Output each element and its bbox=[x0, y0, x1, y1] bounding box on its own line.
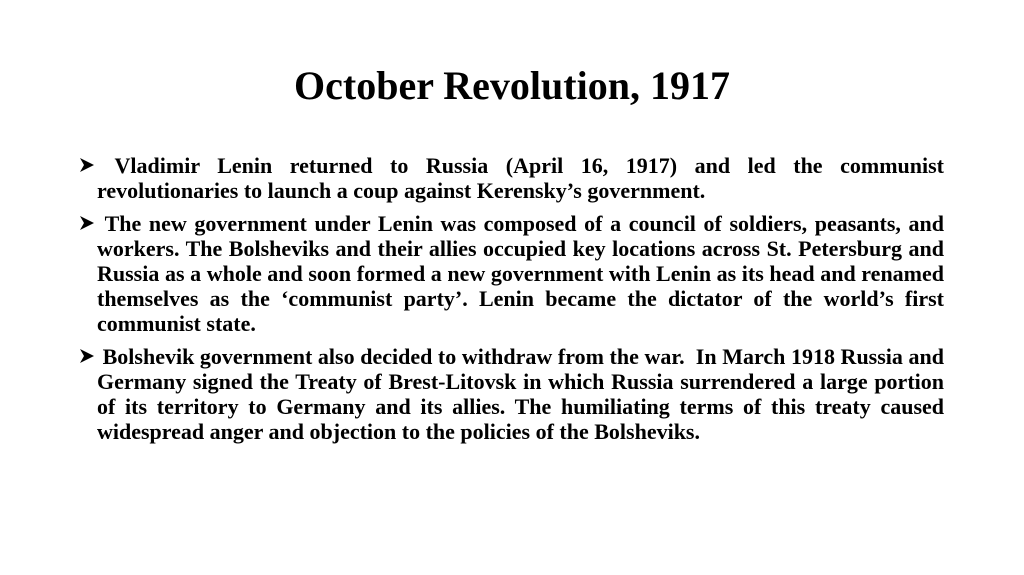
bullet-list bbox=[78, 153, 944, 452]
bullet-item bbox=[78, 153, 944, 203]
bullet-text: Bolshevik government also decided to withdraw from the war. In March 1918 Russia and Germany signed the Treaty of Brest-Litovsk in which Russia surrendered a large portion of its territory to Germany and its allies. The humiliating terms of this treaty caused widespread anger and objection to the policies of the Bolsheviks. bbox=[97, 344, 944, 444]
bullet-item bbox=[78, 211, 944, 336]
slide-title: October Revolution, 1917 bbox=[294, 63, 730, 108]
arrowhead-bullet-icon bbox=[78, 153, 97, 178]
bullet-text: The new government under Lenin was composed of a council of soldiers, peasants, and workers. The Bolsheviks and their allies occupied key locations across St. Petersburg and Russia as a whole and soon formed a new government with Lenin as its head and renamed themselves as the ‘communist party’. Lenin became the dictator of the world’s first communist state. bbox=[97, 211, 944, 336]
bullet-item bbox=[78, 344, 944, 444]
arrowhead-bullet-icon bbox=[78, 344, 97, 369]
bullet-text: Vladimir Lenin returned to Russia (April 16, 1917) and led the communist revolutionaries to launch a coup against Kerensky’s government. bbox=[97, 153, 944, 203]
arrowhead-bullet-icon bbox=[78, 211, 97, 236]
